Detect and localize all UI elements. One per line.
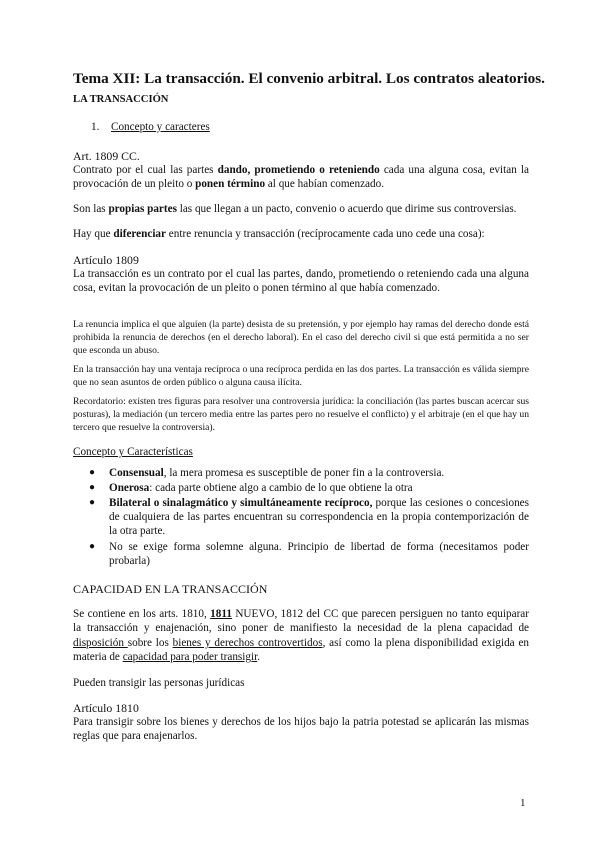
note-transaccion: En la transacción hay una ventaja recíproca o una recíproca perdida en las dos partes. La transacción es válida siempre que no sean asuntos de orden público o alguna causa ilícita. — [73, 364, 529, 388]
item-number: 1. — [91, 121, 100, 133]
bullet-icon: ● — [89, 466, 96, 478]
list-item — [73, 466, 529, 480]
text-run: Se contiene en los arts. 1810, — [73, 608, 211, 621]
text-run: , la mera promesa es susceptible de poner fin a la controversia. — [163, 466, 445, 479]
article-heading-1809: Artículo 1809 — [73, 252, 139, 267]
bold-run: Bilateral o sinalagmático y simultáneamente recíproco, — [109, 497, 373, 509]
text-run: Son las — [73, 202, 109, 215]
page-content — [73, 70, 545, 744]
capacidad-paragraph — [73, 607, 529, 665]
bold-underlined-run: 1811 — [210, 608, 232, 621]
text-run: , así como la plena disponibilidad exigida en materia de — [73, 636, 529, 664]
article-1809-text: La transacción es un contrato por el cual las partes, dando, prometiendo o reteniendo cada una alguna cosa, evitan la provocación de un pleito o ponen término al que había comenzado. — [73, 267, 529, 295]
text-run: NUEVO, 1812 del CC que parecen persiguen no tanto equiparar la transacción y enajenación, sino poner de manifiesto la necesidad de la plena capacidad de — [73, 608, 529, 635]
item-label: Concepto y caracteres — [111, 121, 210, 133]
parties-paragraph — [73, 202, 529, 216]
article-heading-1809cc: Art. 1809 CC. — [73, 149, 140, 163]
bold-run: Onerosa — [109, 481, 150, 494]
concepto-heading: Concepto y Características — [73, 446, 193, 459]
text-run: porque las cesiones o concesiones de cualquiera de las partes encuentran su correspondencia en la propia contemporización de la otra parte. — [109, 497, 529, 538]
list-item-text — [109, 466, 529, 480]
bold-run: Consensual — [109, 466, 164, 479]
underlined-run: capacidad para poder transigir — [122, 651, 258, 664]
list-item — [73, 481, 529, 495]
differentiate-paragraph — [73, 227, 529, 241]
characteristics-list — [73, 466, 529, 568]
capacidad-heading: CAPACIDAD EN LA TRANSACCIÓN — [73, 582, 268, 597]
bold-run: diferenciar — [113, 228, 166, 241]
bold-run: ponen término — [195, 178, 266, 191]
numbered-heading — [73, 120, 529, 135]
list-item — [73, 496, 529, 539]
note-renuncia: La renuncia implica el que alguien (la parte) desista de su pretensión, y por ejemplo hay ramas del derecho donde está prohibida la renuncia de derechos (en el derecho laboral). En el caso del derecho civil si que está permitida a no ser que esconda un abuso. — [73, 319, 529, 356]
article-heading-1810: Artículo 1810 — [73, 701, 139, 716]
text-run: . — [257, 651, 260, 664]
underlined-run: bienes y derechos controvertidos — [172, 636, 323, 649]
text-run: : cada parte obtiene algo a cambio de lo que obtiene la otra — [149, 481, 413, 494]
bullet-icon: ● — [89, 540, 96, 552]
bullet-icon: ● — [89, 481, 96, 493]
list-item-text — [109, 496, 529, 539]
text-run: entre renuncia y transacción (recíprocamente cada uno cede una cosa): — [166, 228, 485, 241]
note-recordatorio: Recordatorio: existen tres figuras para resolver una controversia jurídica: la conciliación (las partes buscan acercar sus posturas), la mediación (un tercero media entre las partes pero no resuelve el conflicto) y el arbitraje (en el que hay un tercero que resuelve la controversia). — [73, 396, 529, 433]
bold-run: propias partes — [108, 202, 177, 215]
list-item-text: No se exige forma solemne alguna. Principio de libertad de forma (necesitamos poder probarla) — [109, 540, 529, 567]
page-title: Tema XII: La transacción. El convenio arbitral. Los contratos aleatorios. — [73, 70, 545, 87]
text-run: las que llegan a un pacto, convenio o acuerdo que dirime sus controversias. — [176, 202, 517, 215]
text-run: Contrato por el cual las partes — [73, 164, 218, 176]
definition-paragraph — [73, 163, 529, 192]
article-1810-text: Para transigir sobre los bienes y derechos de los hijos bajo la patria potestad se aplicarán las mismas reglas que para enajenarlos. — [73, 716, 529, 743]
text-run: sobre los — [127, 636, 173, 649]
juridicas-paragraph: Pueden transigir las personas jurídicas — [73, 676, 245, 689]
text-run: cada una alguna cosa, evitan la provocación de un pleito o — [73, 164, 529, 191]
text-run: al que habían comenzado. — [265, 178, 385, 191]
list-item-text — [109, 481, 529, 495]
list-item — [73, 540, 529, 568]
bullet-icon: ● — [89, 497, 96, 508]
text-run: Hay que — [73, 228, 114, 241]
page-number: 1 — [520, 797, 526, 809]
underlined-run: disposición — [73, 636, 128, 649]
bold-run: dando, prometiendo o reteniendo — [217, 164, 380, 176]
section-label: LA TRANSACCIÓN — [73, 94, 169, 105]
